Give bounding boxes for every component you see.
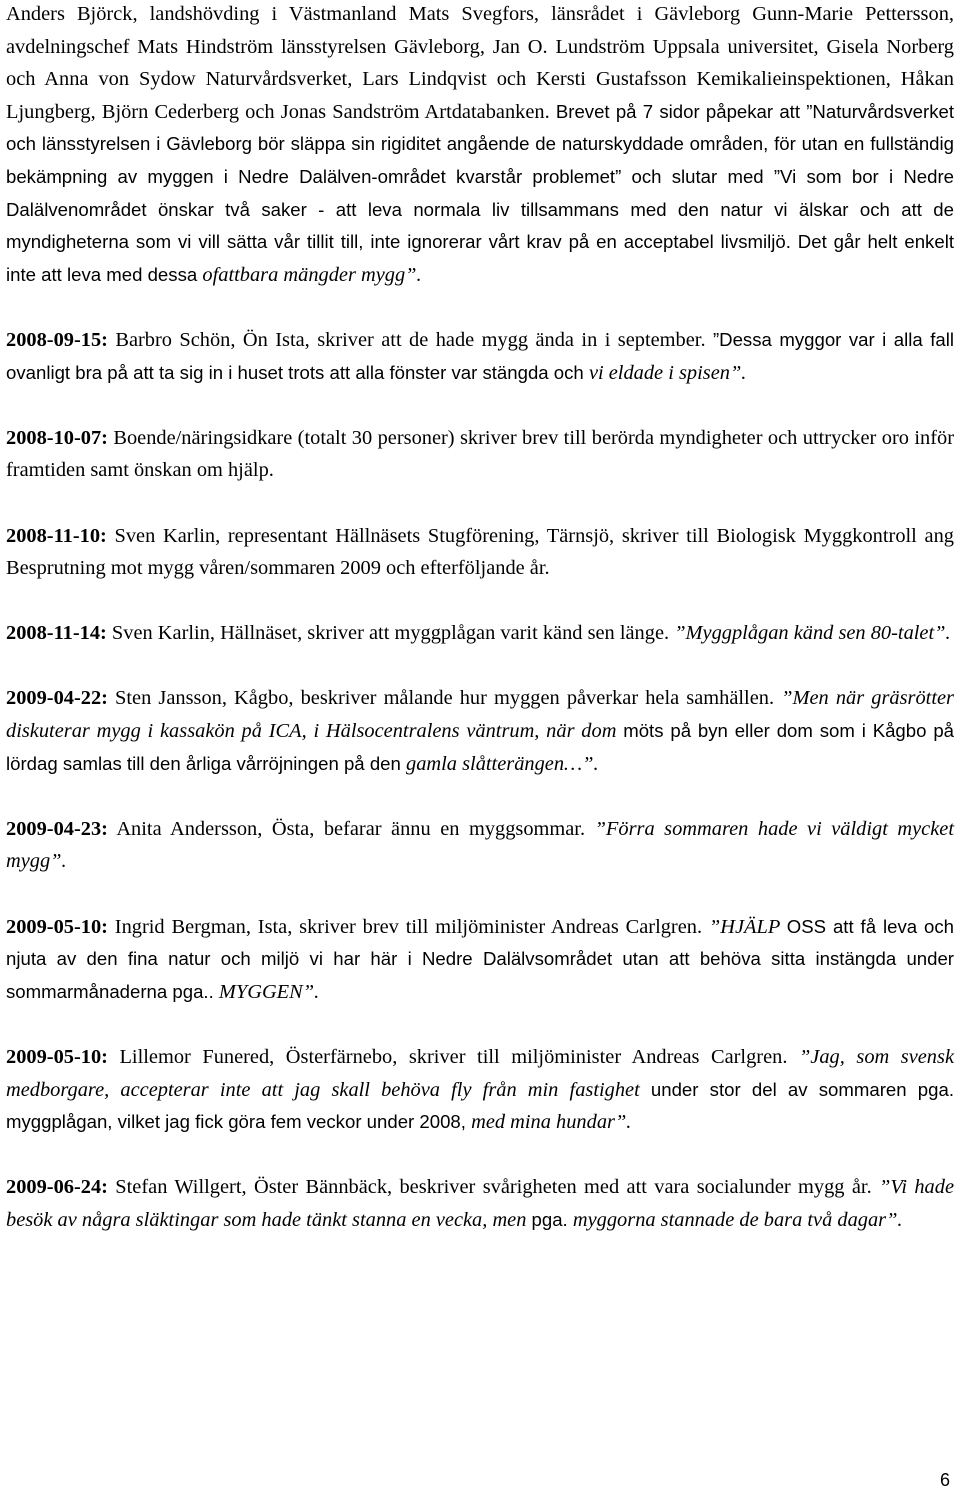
entry-date: 2008-11-14:	[6, 622, 107, 645]
paragraph-entry	[6, 422, 954, 487]
quote-text: vi eldade i spisen”.	[588, 361, 747, 384]
quote-text: ”Men när gräsrötter diskuterar mygg i kassakön på ICA, i Hälsocentralens väntrum, när dom	[6, 687, 954, 743]
quote-text: ”Myggplågan känd sen 80-talet”.	[674, 622, 951, 645]
letter-summary-text: Brevet på 7 sidor påpekar att ”Naturvårdsverket och länsstyrelsen i Gävleborg bör släppa sin rigiditet angående de naturskyddade områden, för utan en fullständig bekämpning av myggen i Nedre Dalälven-området kvarstår problemet” och slutar med ”Vi som bor i Nedre Dalälvenområdet önskar två saker - att leva normala liv tillsammans med den natur vi älskar och att de myndigheterna som vi vill sätta vår tillit till, inte ignorerar vårt krav på en acceptabel livsmiljö. Det går helt enkelt inte att leva med dessa	[6, 100, 954, 285]
entry-text: Barbro Schön, Ön Ista, skriver att de hade mygg ända in i september.	[107, 328, 713, 351]
paragraph-entry	[6, 617, 954, 650]
entry-date: 2008-10-07:	[6, 426, 108, 449]
entry-text: Sven Karlin, Hällnäset, skriver att myggplågan varit känd sen länge.	[106, 622, 675, 645]
entry-text: möts på byn eller dom som i Kågbo på lördag samlas till den årliga vårröjningen på den	[6, 720, 954, 774]
entry-text: OSS att få leva och njuta av den fina natur och miljö vi har här i Nedre Dalälvsområdet utan att behöva sitta instängda under sommarmånaderna pga..	[6, 915, 954, 1002]
entry-date: 2008-11-10:	[6, 524, 107, 547]
page-number: 6	[939, 1470, 950, 1490]
quote-text: med mina hundar”.	[471, 1111, 632, 1134]
quote-text: ”HJÄLP	[708, 915, 787, 938]
paragraph-entry	[6, 1171, 954, 1236]
paragraph-entry	[6, 813, 954, 878]
quote-text: ”Vi hade besök av några släktingar som hade tänkt stanna en vecka, men	[6, 1176, 954, 1231]
entry-text: ”Dessa myggor var i alla fall ovanligt bra på att ta sig in i huset trots att alla fönster var stängda och	[6, 328, 954, 383]
entry-text: Lillemor Funered, Österfärnebo, skriver till miljöminister Andreas Carlgren.	[107, 1046, 799, 1068]
entry-text: Anita Andersson, Östa, befarar ännu en myggsommar.	[107, 817, 595, 840]
quote-text: MYGGEN”.	[218, 980, 320, 1003]
paragraph-entry	[6, 324, 954, 389]
entry-text: Stefan Willgert, Öster Bännbäck, beskriver svårigheten med att vara socialunder mygg år.	[107, 1176, 880, 1199]
paragraph-intro	[6, 0, 954, 291]
document-page	[6, 0, 954, 1269]
paragraph-entry	[6, 682, 954, 780]
entry-text: under stor del av sommaren pga. myggplågan, vilket jag fick göra fem veckor under 2008,	[6, 1078, 954, 1133]
entry-date: 2009-04-23:	[6, 817, 108, 840]
quote-text: ”Jag, som svensk medborgare, accepterar inte att jag skall behöva fly från min fastighet	[6, 1046, 954, 1101]
entry-text: pga.	[531, 1208, 573, 1230]
entry-text: Sten Jansson, Kågbo, beskriver målande hur myggen påverkar hela samhällen.	[107, 687, 782, 710]
paragraph-entry	[6, 1041, 954, 1139]
entry-text: Ingrid Bergman, Ista, skriver brev till miljöminister Andreas Carlgren.	[107, 915, 709, 938]
paragraph-entry	[6, 911, 954, 1009]
entry-date: 2009-05-10:	[6, 1046, 108, 1068]
paragraph-entry	[6, 520, 954, 585]
entry-date: 2009-06-24:	[6, 1176, 108, 1199]
entry-text: Boende/näringsidkare (totalt 30 personer) skriver brev till berörda myndigheter och uttrycker oro inför framtiden samt önskan om hjälp.	[6, 426, 954, 482]
entry-date: 2009-04-22:	[6, 687, 108, 710]
entry-text: Sven Karlin, representant Hällnäsets Stugförening, Tärnsjö, skriver till Biologisk Myggkontroll ang Besprutning mot mygg våren/sommaren 2009 och efterföljande år.	[6, 524, 954, 580]
quote-text: ofattbara mängder mygg”.	[202, 263, 422, 286]
intro-text: Anders Björck, landshövding i Västmanland Mats Svegfors, länsrådet i Gävleborg Gunn-Marie Pettersson, avdelningschef Mats Hindström länsstyrelsen Gävleborg, Jan O. Lundström Uppsala universitet, Gisela Norberg och Anna von Sydow Naturvårdsverket, Lars Lindqvist och Kersti Gustafsson Kemikalieinspektionen, Håkan Ljungberg, Björn Cederberg och Jonas Sandström Artdatabanken.	[6, 3, 954, 123]
quote-text: myggorna stannade de bara två dagar”.	[572, 1208, 903, 1231]
entry-date: 2008-09-15:	[6, 328, 108, 351]
entry-date: 2009-05-10:	[6, 915, 108, 938]
quote-text: ”Förra sommaren hade vi väldigt mycket mygg”.	[6, 817, 954, 873]
quote-text: gamla slåtterängen…”.	[406, 752, 599, 775]
